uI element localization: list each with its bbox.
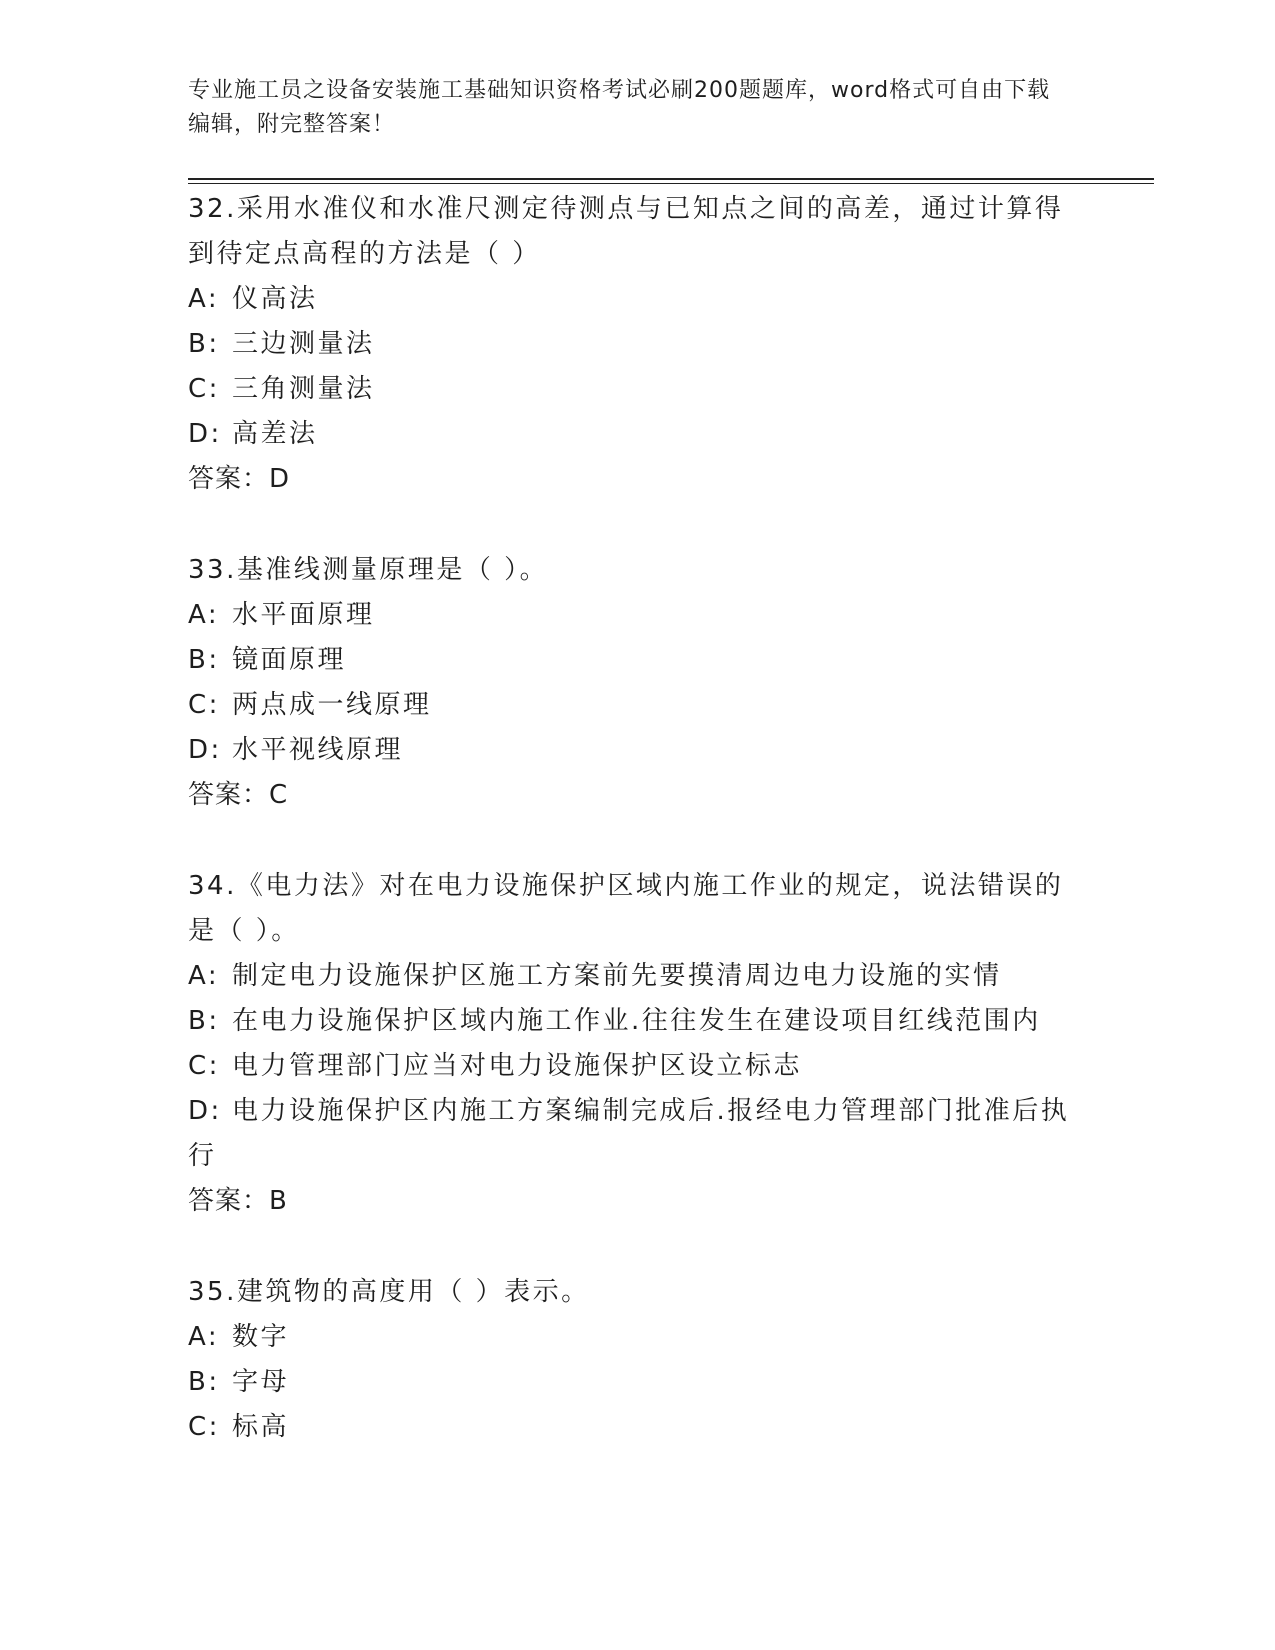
- option-c: [188, 367, 1088, 412]
- option-d: [188, 1089, 1088, 1179]
- option-letter: C:: [188, 374, 220, 404]
- option-letter: A:: [188, 1322, 220, 1352]
- question-stem: 34.《电力法》对在电力设施保护区域内施工作业的规定，说法错误的是（ ）。: [188, 871, 1064, 946]
- option-letter: B:: [188, 329, 220, 359]
- option-letter: A:: [188, 600, 220, 630]
- option-a: [188, 277, 1088, 322]
- option-letter: C:: [188, 1412, 220, 1442]
- option-b: [188, 638, 1088, 683]
- option-letter: D:: [188, 419, 222, 449]
- option-letter: C:: [188, 690, 220, 720]
- answer-line: 答案：B: [188, 1186, 288, 1216]
- option-text: 仪高法: [232, 284, 318, 314]
- question-stem: 32.采用水准仪和水准尺测定待测点与已知点之间的高差，通过计算得到待定点高程的方法是（ ）: [188, 194, 1064, 269]
- question-stem: 35.建筑物的高度用（ ）表示。: [188, 1277, 590, 1307]
- question-block: [188, 1270, 1088, 1450]
- option-text: 三边测量法: [232, 329, 375, 359]
- option-text: 制定电力设施保护区施工方案前先要摸清周边电力设施的实情: [232, 961, 1002, 991]
- option-text: 数字: [232, 1322, 290, 1352]
- option-text: 高差法: [232, 419, 318, 449]
- option-text: 电力设施保护区内施工方案编制完成后.报经电力管理部门批准后执行: [188, 1096, 1070, 1171]
- option-letter: B:: [188, 1367, 220, 1397]
- option-text: 镜面原理: [232, 645, 347, 675]
- option-letter: A:: [188, 961, 220, 991]
- option-c: [188, 1044, 1088, 1089]
- header-divider-thin: [188, 183, 1154, 184]
- option-text: 标高: [232, 1412, 290, 1442]
- option-text: 在电力设施保护区域内施工作业.往往发生在建设项目红线范围内: [232, 1006, 1041, 1036]
- option-a: [188, 1315, 1088, 1360]
- option-letter: B:: [188, 1006, 220, 1036]
- question-block: [188, 864, 1088, 1224]
- option-letter: A:: [188, 284, 220, 314]
- option-text: 电力管理部门应当对电力设施保护区设立标志: [232, 1051, 803, 1081]
- question-list: [188, 187, 1088, 1450]
- question-spacer: [188, 818, 1088, 864]
- option-b: [188, 999, 1088, 1044]
- option-d: [188, 728, 1088, 773]
- option-text: 字母: [232, 1367, 290, 1397]
- option-text: 水平视线原理: [232, 735, 404, 765]
- question-stem: 33.基准线测量原理是（ ）。: [188, 555, 549, 585]
- option-letter: B:: [188, 645, 220, 675]
- document-header: 专业施工员之设备安装施工基础知识资格考试必刷200题题库，word格式可自由下载编辑，附完整答案！: [188, 78, 1051, 137]
- option-b: [188, 322, 1088, 367]
- option-text: 三角测量法: [232, 374, 375, 404]
- option-text: 两点成一线原理: [232, 690, 432, 720]
- question-block: [188, 548, 1088, 818]
- header-divider-thick: [188, 178, 1154, 180]
- option-d: [188, 412, 1088, 457]
- question-block: [188, 187, 1088, 502]
- answer-line: 答案：D: [188, 464, 291, 494]
- option-a: [188, 593, 1088, 638]
- option-b: [188, 1360, 1088, 1405]
- option-c: [188, 1405, 1088, 1450]
- option-letter: D:: [188, 1096, 222, 1126]
- option-c: [188, 683, 1088, 728]
- option-a: [188, 954, 1088, 999]
- option-text: 水平面原理: [232, 600, 375, 630]
- question-spacer: [188, 502, 1088, 548]
- answer-line: 答案：C: [188, 780, 289, 810]
- option-letter: C:: [188, 1051, 220, 1081]
- option-letter: D:: [188, 735, 222, 765]
- question-spacer: [188, 1224, 1088, 1270]
